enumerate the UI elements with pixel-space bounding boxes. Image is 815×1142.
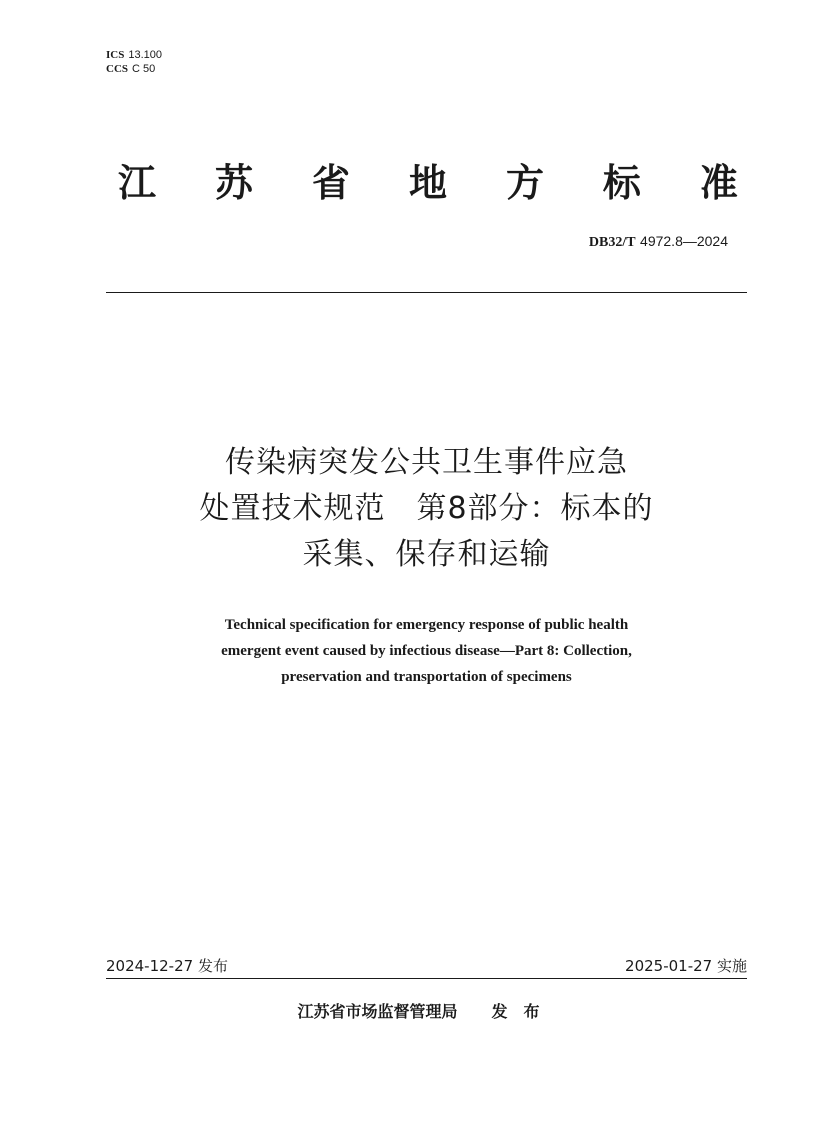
chinese-title: [106, 440, 747, 578]
chinese-title-line-1: 传染病突发公共卫生事件应急: [225, 445, 628, 480]
heading-char: 地: [408, 161, 447, 205]
ccs-label: CCS: [106, 63, 129, 75]
standard-type-heading: [118, 160, 738, 206]
english-title: [106, 612, 747, 690]
release-date: 2024-12-27 发布: [106, 957, 228, 975]
heading-char: 标: [602, 161, 641, 205]
chinese-title-line-2: 处置技术规范 第8部分：标本的: [199, 491, 654, 526]
standard-number-prefix: DB32/T: [588, 235, 636, 250]
ics-code: [106, 48, 162, 62]
issuer-name: 江苏省市场监督管理局: [297, 1002, 458, 1021]
issuer-action: 发布: [491, 1002, 556, 1021]
heading-char: 省: [311, 161, 350, 205]
top-divider: [106, 292, 747, 293]
ics-label: ICS: [106, 49, 125, 61]
ccs-code: [106, 62, 162, 76]
implementation-date: 2025-01-27 实施: [625, 957, 747, 975]
heading-char: 准: [699, 161, 738, 205]
bottom-divider: [106, 978, 747, 979]
ics-value: 13.100: [128, 49, 162, 61]
classification-codes: [106, 48, 162, 76]
issuing-authority: [106, 1000, 747, 1024]
standard-number-value: 4972.8—2024: [640, 233, 728, 249]
heading-char: 江: [118, 161, 157, 205]
standard-number: [589, 232, 728, 252]
heading-char: 方: [505, 161, 544, 205]
heading-char: 苏: [214, 161, 253, 205]
chinese-title-line-3: 采集、保存和运输: [302, 537, 551, 572]
english-title-line-1: Technical specification for emergency response of public health: [224, 617, 629, 633]
english-title-line-2: emergent event caused by infectious disease—Part 8: Collection,: [221, 643, 632, 659]
english-title-line-3: preservation and transportation of specimens: [281, 669, 572, 685]
ccs-value: C 50: [132, 63, 156, 75]
